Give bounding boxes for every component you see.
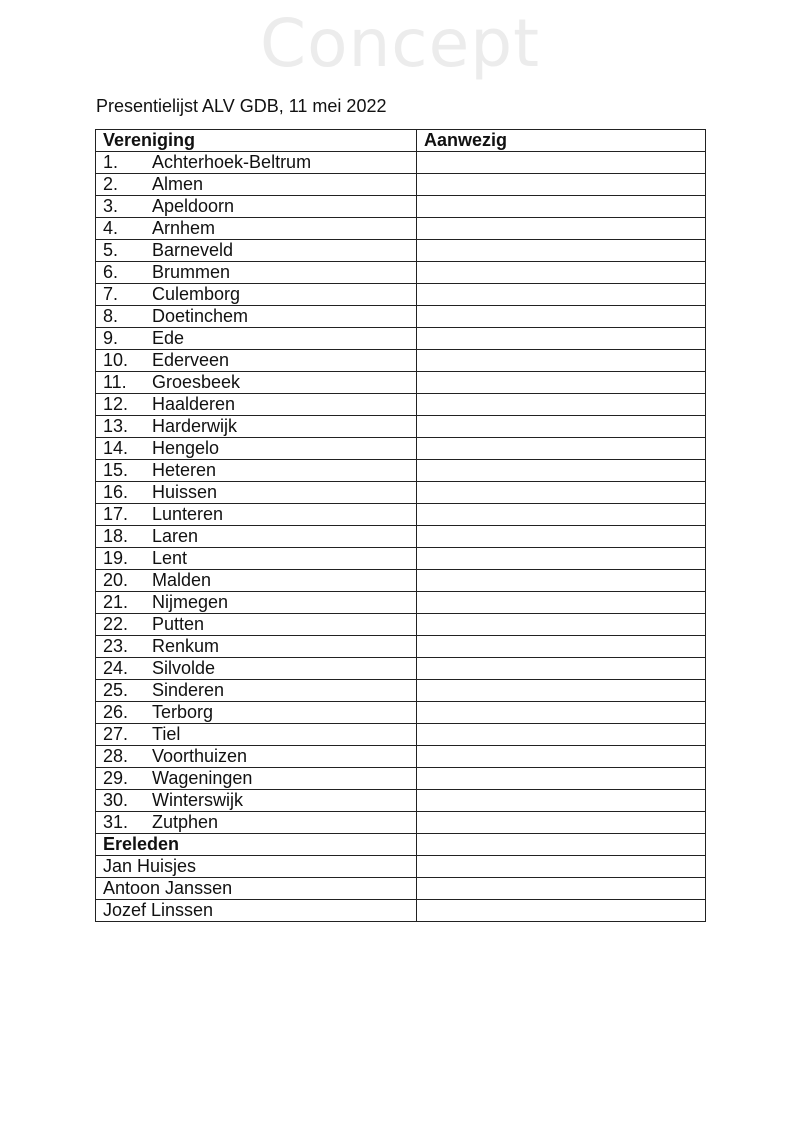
- club-cell: [96, 240, 417, 262]
- attendance-cell: [417, 900, 706, 922]
- attendance-cell: [417, 174, 706, 196]
- club-cell: [96, 526, 417, 548]
- club-name: Groesbeek: [152, 372, 241, 392]
- club-name: Achterhoek-Beltrum: [152, 152, 312, 172]
- club-number: 3.: [103, 196, 119, 216]
- attendance-cell: [417, 636, 706, 658]
- club-name: Sinderen: [152, 680, 225, 700]
- attendance-table: [95, 129, 706, 922]
- club-cell: [96, 548, 417, 570]
- club-cell: [96, 768, 417, 790]
- attendance-cell: [417, 372, 706, 394]
- club-number: 12.: [103, 394, 129, 414]
- attendance-cell: [417, 438, 706, 460]
- attendance-cell: [417, 328, 706, 350]
- club-number: 26.: [103, 702, 129, 722]
- attendance-cell: [417, 526, 706, 548]
- attendance-cell: [417, 284, 706, 306]
- attendance-cell: [417, 482, 706, 504]
- attendance-cell: [417, 812, 706, 834]
- attendance-cell: [417, 834, 706, 856]
- club-number: 27.: [103, 724, 129, 744]
- attendance-cell: [417, 790, 706, 812]
- table-row: [96, 768, 706, 790]
- column-header-aanwezig: Aanwezig: [417, 130, 706, 152]
- attendance-cell: [417, 196, 706, 218]
- club-cell: [96, 570, 417, 592]
- table-row: [96, 746, 706, 768]
- club-cell: [96, 306, 417, 328]
- attendance-cell: [417, 878, 706, 900]
- table-row: [96, 614, 706, 636]
- club-name: Doetinchem: [152, 306, 249, 326]
- table-row: [96, 284, 706, 306]
- attendance-cell: [417, 350, 706, 372]
- attendance-cell: [417, 262, 706, 284]
- attendance-cell: [417, 768, 706, 790]
- club-cell: [96, 460, 417, 482]
- attendance-cell: [417, 460, 706, 482]
- club-name: Culemborg: [152, 284, 241, 304]
- attendance-cell: [417, 306, 706, 328]
- table-body: [96, 152, 706, 922]
- club-number: 5.: [103, 240, 119, 260]
- club-number: 7.: [103, 284, 119, 304]
- attendance-cell: [417, 746, 706, 768]
- attendance-cell: [417, 416, 706, 438]
- club-cell: [96, 812, 417, 834]
- club-cell: [96, 724, 417, 746]
- club-name: Tiel: [152, 724, 181, 744]
- club-number: 9.: [103, 328, 119, 348]
- club-cell: [96, 680, 417, 702]
- club-name: Arnhem: [152, 218, 216, 238]
- table-row: [96, 482, 706, 504]
- member-name: Jozef Linssen: [96, 900, 417, 922]
- club-number: 16.: [103, 482, 129, 502]
- club-number: 29.: [103, 768, 129, 788]
- attendance-cell: [417, 218, 706, 240]
- club-name: Harderwijk: [152, 416, 238, 436]
- table-row: [96, 372, 706, 394]
- club-name: Nijmegen: [152, 592, 229, 612]
- club-number: 17.: [103, 504, 129, 524]
- table-row: [96, 856, 706, 878]
- club-name: Heteren: [152, 460, 217, 480]
- club-name: Voorthuizen: [152, 746, 248, 766]
- table-row: [96, 636, 706, 658]
- club-number: 22.: [103, 614, 129, 634]
- club-number: 18.: [103, 526, 129, 546]
- club-name: Wageningen: [152, 768, 253, 788]
- attendance-cell: [417, 152, 706, 174]
- club-name: Haalderen: [152, 394, 236, 414]
- club-cell: [96, 196, 417, 218]
- club-number: 14.: [103, 438, 129, 458]
- attendance-cell: [417, 680, 706, 702]
- club-number: 15.: [103, 460, 129, 480]
- table-row: [96, 548, 706, 570]
- table-row: [96, 174, 706, 196]
- club-name: Hengelo: [152, 438, 220, 458]
- club-number: 20.: [103, 570, 129, 590]
- club-name: Brummen: [152, 262, 231, 282]
- table-row: [96, 152, 706, 174]
- club-number: 13.: [103, 416, 129, 436]
- table-row: [96, 702, 706, 724]
- club-cell: [96, 438, 417, 460]
- table-row: [96, 416, 706, 438]
- club-name: Terborg: [152, 702, 214, 722]
- table-row: [96, 460, 706, 482]
- table-row: [96, 724, 706, 746]
- watermark: Concept: [260, 5, 540, 82]
- table-row: [96, 592, 706, 614]
- club-name: Ederveen: [152, 350, 230, 370]
- club-name: Huissen: [152, 482, 218, 502]
- table-row: [96, 790, 706, 812]
- club-number: 21.: [103, 592, 129, 612]
- table-row: [96, 262, 706, 284]
- club-number: 6.: [103, 262, 119, 282]
- club-cell: [96, 152, 417, 174]
- club-cell: [96, 262, 417, 284]
- attendance-cell: [417, 702, 706, 724]
- table-row: [96, 658, 706, 680]
- table-row: [96, 900, 706, 922]
- table-row: [96, 350, 706, 372]
- column-header-vereniging: Vereniging: [96, 130, 417, 152]
- club-number: 23.: [103, 636, 129, 656]
- club-name: Zutphen: [152, 812, 219, 832]
- table-row: [96, 306, 706, 328]
- club-cell: [96, 482, 417, 504]
- table-row: [96, 394, 706, 416]
- club-cell: [96, 394, 417, 416]
- table-row: [96, 218, 706, 240]
- club-number: 19.: [103, 548, 129, 568]
- table-row: [96, 680, 706, 702]
- club-cell: [96, 592, 417, 614]
- club-cell: [96, 658, 417, 680]
- club-name: Putten: [152, 614, 205, 634]
- club-number: 30.: [103, 790, 129, 810]
- club-number: 1.: [103, 152, 119, 172]
- table-row: [96, 812, 706, 834]
- club-number: 11.: [103, 372, 127, 392]
- table-row: [96, 504, 706, 526]
- attendance-cell: [417, 570, 706, 592]
- club-number: 31.: [103, 812, 129, 832]
- club-cell: [96, 372, 417, 394]
- club-name: Lunteren: [152, 504, 224, 524]
- club-number: 10.: [103, 350, 129, 370]
- table-row: [96, 526, 706, 548]
- club-cell: [96, 284, 417, 306]
- club-cell: [96, 504, 417, 526]
- club-number: 24.: [103, 658, 129, 678]
- attendance-cell: [417, 504, 706, 526]
- club-name: Malden: [152, 570, 212, 590]
- table-row: [96, 570, 706, 592]
- club-cell: [96, 746, 417, 768]
- club-name: Silvolde: [152, 658, 216, 678]
- table-row: [96, 196, 706, 218]
- attendance-cell: [417, 394, 706, 416]
- club-name: Apeldoorn: [152, 196, 235, 216]
- club-cell: [96, 636, 417, 658]
- club-name: Laren: [152, 526, 199, 546]
- club-cell: [96, 614, 417, 636]
- attendance-cell: [417, 658, 706, 680]
- table-row: [96, 328, 706, 350]
- attendance-cell: [417, 856, 706, 878]
- attendance-cell: [417, 614, 706, 636]
- club-cell: [96, 174, 417, 196]
- club-number: 25.: [103, 680, 129, 700]
- club-number: 4.: [103, 218, 119, 238]
- club-cell: [96, 218, 417, 240]
- club-cell: [96, 702, 417, 724]
- club-name: Barneveld: [152, 240, 234, 260]
- section-row-ereleden: [96, 834, 706, 856]
- member-name: Antoon Janssen: [96, 878, 417, 900]
- table-row: [96, 438, 706, 460]
- attendance-cell: [417, 548, 706, 570]
- attendance-cell: [417, 240, 706, 262]
- club-name: Renkum: [152, 636, 220, 656]
- attendance-cell: [417, 592, 706, 614]
- club-number: 2.: [103, 174, 119, 194]
- club-cell: [96, 328, 417, 350]
- club-name: Almen: [152, 174, 204, 194]
- club-cell: [96, 350, 417, 372]
- section-heading: Ereleden: [96, 834, 417, 856]
- member-name: Jan Huisjes: [96, 856, 417, 878]
- table-row: [96, 240, 706, 262]
- club-number: 28.: [103, 746, 129, 766]
- club-name: Lent: [152, 548, 188, 568]
- club-number: 8.: [103, 306, 119, 326]
- club-name: Winterswijk: [152, 790, 244, 810]
- table-row: [96, 878, 706, 900]
- club-cell: [96, 416, 417, 438]
- attendance-cell: [417, 724, 706, 746]
- club-name: Ede: [152, 328, 185, 348]
- table-header-row: [96, 130, 706, 152]
- document-title: Presentielijst ALV GDB, 11 mei 2022: [96, 96, 387, 116]
- club-cell: [96, 790, 417, 812]
